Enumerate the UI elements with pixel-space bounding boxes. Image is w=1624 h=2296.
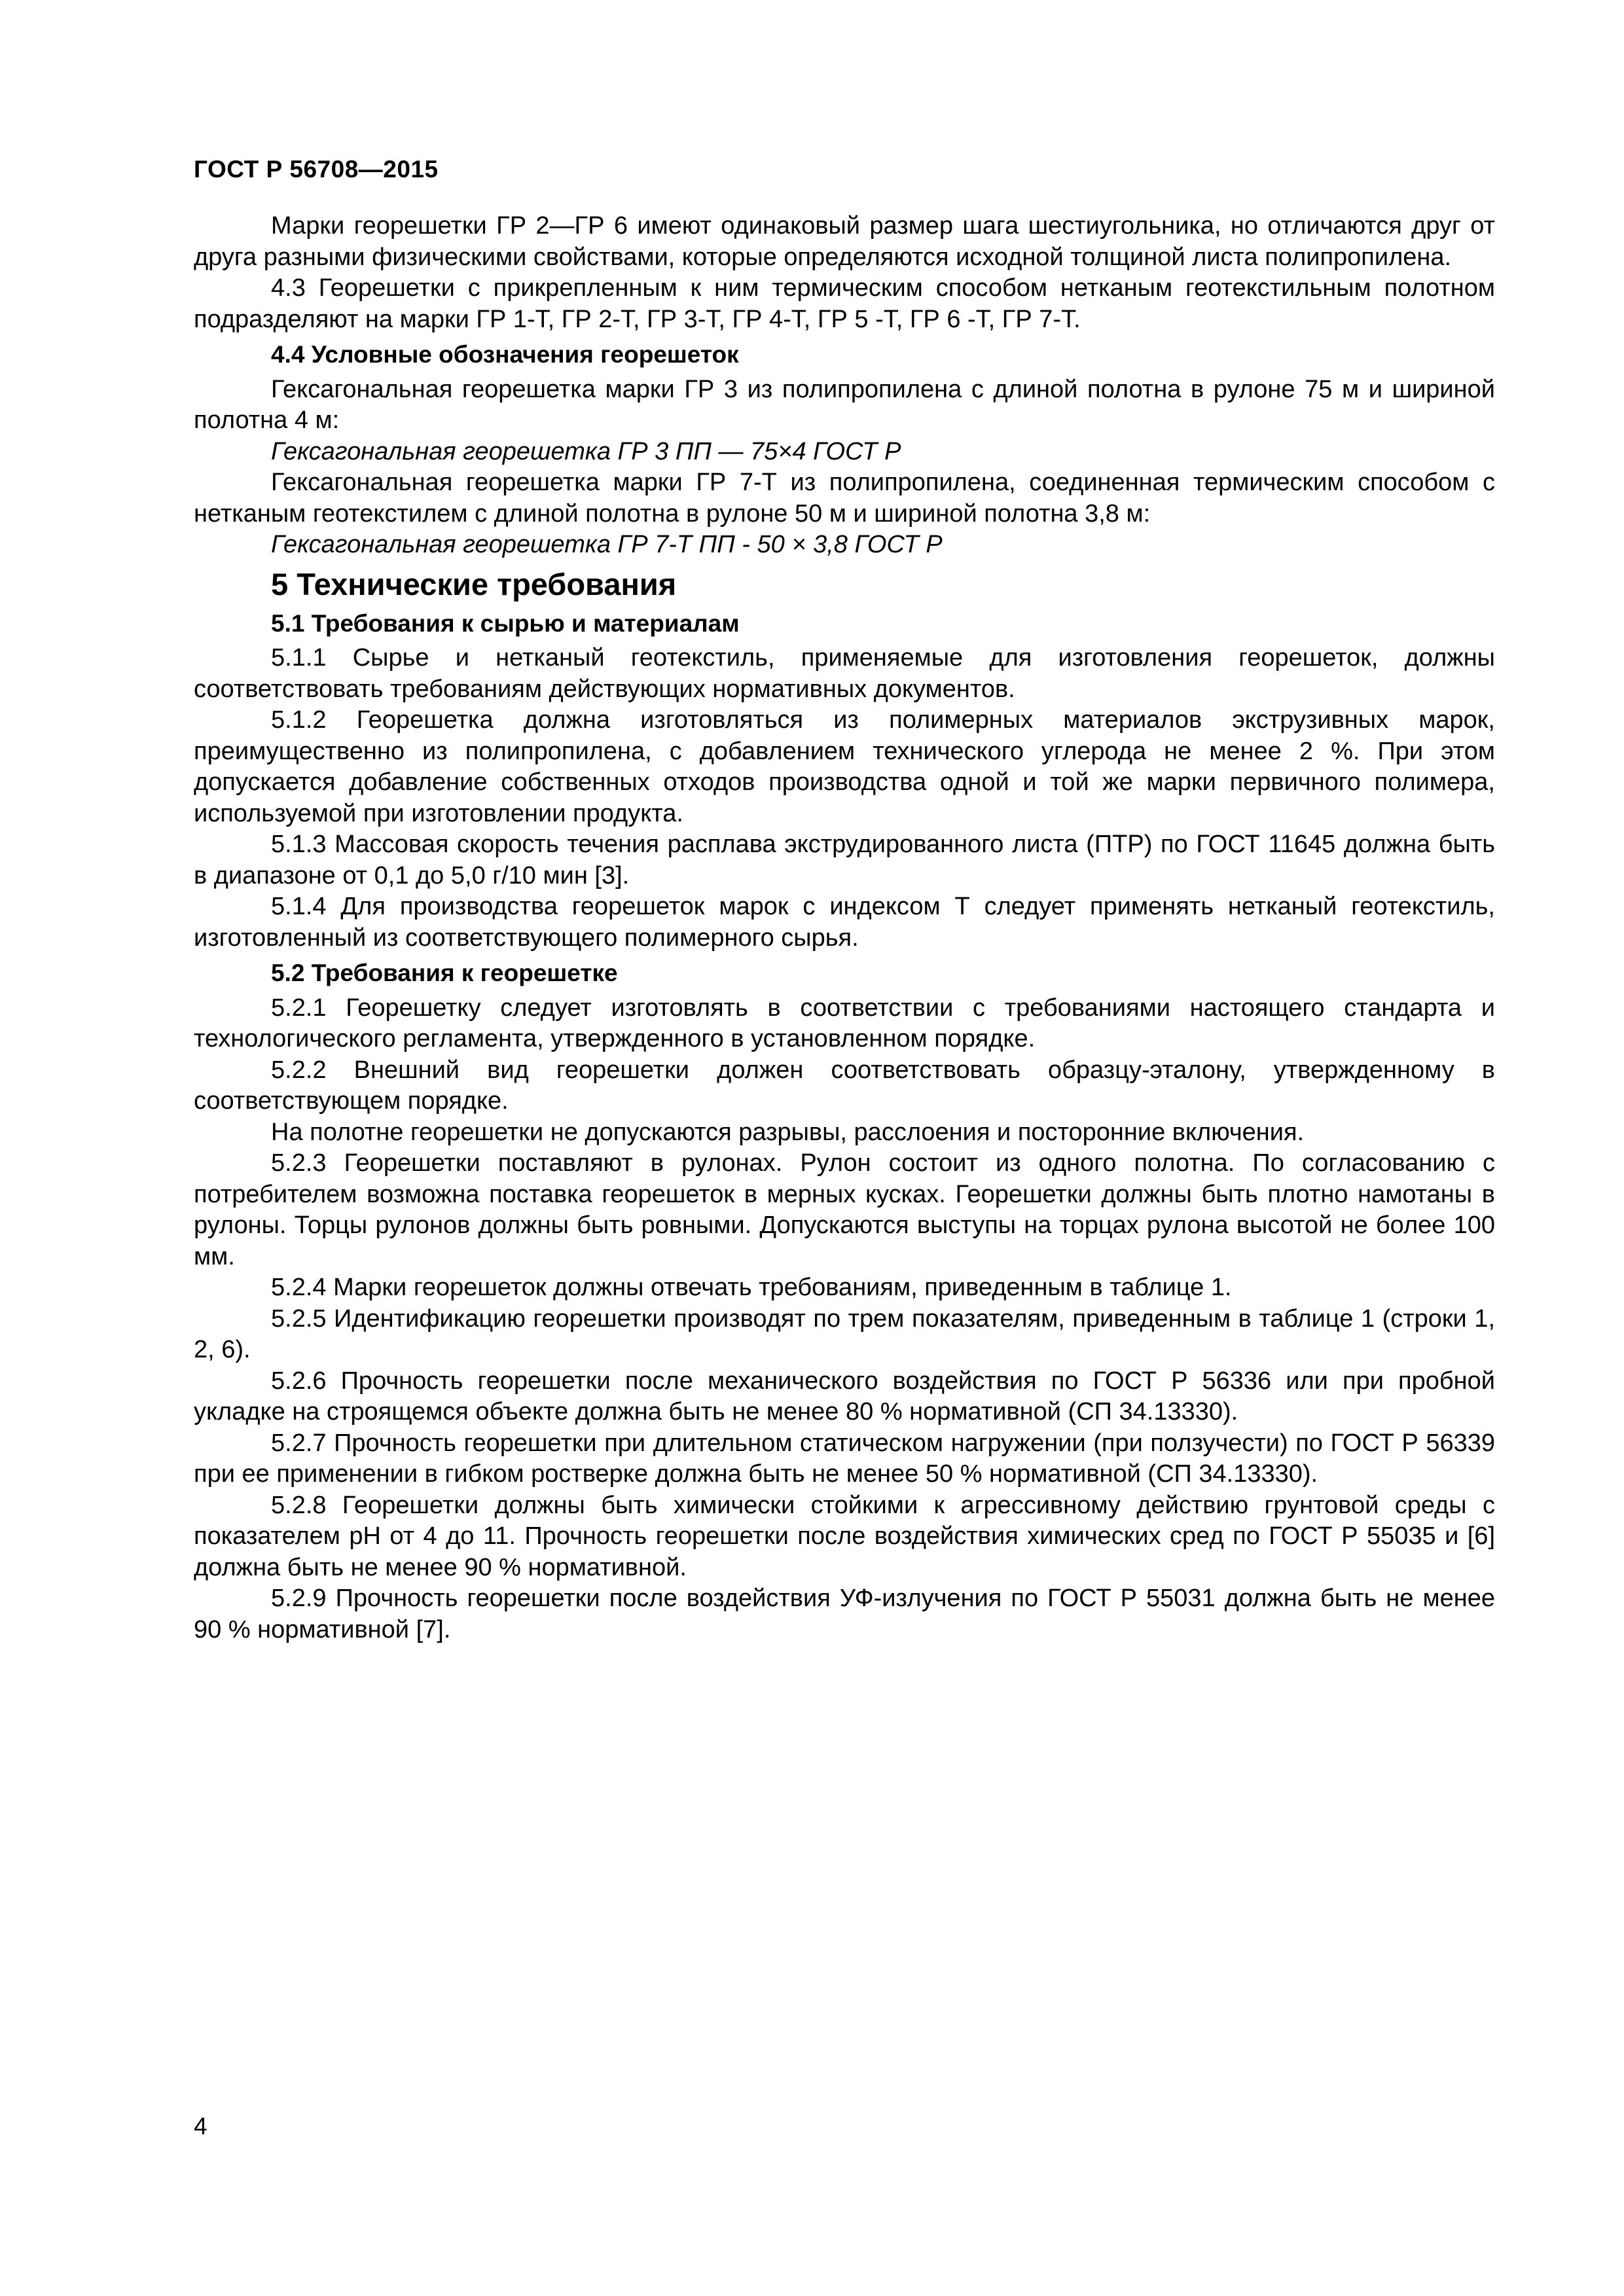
paragraph-gr-marks: Марки георешетки ГР 2—ГР 6 имеют одинаковый размер шага шестиугольника, но отличаются друг от друга разными физическими свойствами, которые определяются исходной толщиной листа полипропилена. [194, 212, 1495, 271]
paragraph-5-2-8: 5.2.8 Георешетки должны быть химически стойкими к агрессивному действию грунтовой среды с показателем рН от 4 до 11. Прочность георешетки после воздействия химических сред по ГОСТ Р 55035 и [6] должна быть не менее 90 % нормативной. [194, 1491, 1495, 1581]
paragraph-defects: На полотне георешетки не допускаются разрывы, расслоения и посторонние включения. [271, 1118, 1305, 1146]
paragraph-5-2-6: 5.2.6 Прочность георешетки после механического воздействия по ГОСТ Р 56336 или при пробной укладке на строящемся объекте должна быть не менее 80 % нормативной (СП 34.13330). [194, 1367, 1495, 1426]
paragraph-5-2-9: 5.2.9 Прочность георешетки после воздействия УФ-излучения по ГОСТ Р 55031 должна быть не менее 90 % нормативной [7]. [194, 1585, 1495, 1643]
paragraph-5-1-4: 5.1.4 Для производства георешеток марок с индексом Т следует применять нетканый геотекстиль, изготовленный из соответствующего полимерного сырья. [194, 893, 1495, 952]
paragraph-5-2-7: 5.2.7 Прочность георешетки при длительном статическом нагружении (при ползучести) по ГОСТ Р 56339 при ее применении в гибком ростверке должна быть не менее 50 % нормативной (СП 34.13330). [194, 1429, 1495, 1488]
document-body [194, 211, 1495, 1645]
heading-4-4: 4.4 Условные обозначения георешеток [271, 341, 739, 368]
designation-example-1: Гексагональная георешетка ГР 3 ПП — 75×4 ГОСТ Р [271, 437, 901, 465]
paragraph-example-1: Гексагональная георешетка марки ГР 3 из полипропилена с длиной полотна в рулоне 75 м и шириной полотна 4 м: [194, 375, 1495, 434]
paragraph-5-2-1: 5.2.1 Георешетку следует изготовлять в соответствии с требованиями настоящего стандарта и технологического регламента, утвержденного в установленном порядке. [194, 994, 1495, 1052]
heading-5-2: 5.2 Требования к георешетке [271, 960, 618, 986]
designation-example-2: Гексагональная георешетка ГР 7-Т ПП - 50 × 3,8 ГОСТ Р [271, 531, 943, 558]
paragraph-5-2-5: 5.2.5 Идентификацию георешетки производят по трем показателям, приведенным в таблице 1 (строки 1, 2, 6). [194, 1304, 1495, 1363]
paragraph-example-2: Гексагональная георешетка марки ГР 7-Т из полипропилена, соединенная термическим способом с нетканым геотекстилем с длиной полотна в рулоне 50 м и шириной полотна 3,8 м: [194, 469, 1495, 528]
paragraph-5-1-3: 5.1.3 Массовая скорость течения расплава экструдированного листа (ПТР) по ГОСТ 11645 должна быть в диапазоне от 0,1 до 5,0 г/10 мин [3]. [194, 831, 1495, 889]
heading-5-1: 5.1 Требования к сырью и материалам [271, 609, 740, 637]
paragraph-4-3: 4.3 Георешетки с прикрепленным к ним термическим способом нетканым геотекстильным полотном подразделяют на марки ГР 1-Т, ГР 2-Т, ГР 3-Т, ГР 4-Т, ГР 5 -Т, ГР 6 -Т, ГР 7-Т. [194, 274, 1495, 333]
paragraph-5-2-4: 5.2.4 Марки георешеток должны отвечать требованиям, приведенным в таблице 1. [271, 1274, 1232, 1301]
paragraph-5-2-3: 5.2.3 Георешетки поставляют в рулонах. Рулон состоит из одного полотна. По согласованию с потребителем возможна поставка георешеток в мерных кусках. Георешетки должны быть плотно намотаны в рулоны. Торцы рулонов должны быть ровными. Допускаются выступы на торцах рулона высотой не более 100 мм. [194, 1149, 1495, 1270]
section-heading-5: 5 Технические требования [271, 566, 677, 601]
paragraph-5-1-1: 5.1.1 Сырье и нетканый геотекстиль, применяемые для изготовления георешеток, должны соответствовать требованиям действующих нормативных документов. [194, 644, 1495, 703]
paragraph-5-1-2: 5.1.2 Георешетка должна изготовляться из полимерных материалов экструзивных марок, преимущественно из полипропилена, с добавлением технического углерода не менее 2 %. При этом допускается добавление собственных отходов производства одной и той же марки первичного полимера, используемой при изготовлении продукта. [194, 706, 1495, 827]
paragraph-5-2-2: 5.2.2 Внешний вид георешетки должен соответствовать образцу-эталону, утвержденному в соответствующем порядке. [194, 1056, 1495, 1115]
page-number: 4 [194, 2113, 208, 2140]
document-header: ГОСТ Р 56708—2015 [194, 156, 439, 183]
